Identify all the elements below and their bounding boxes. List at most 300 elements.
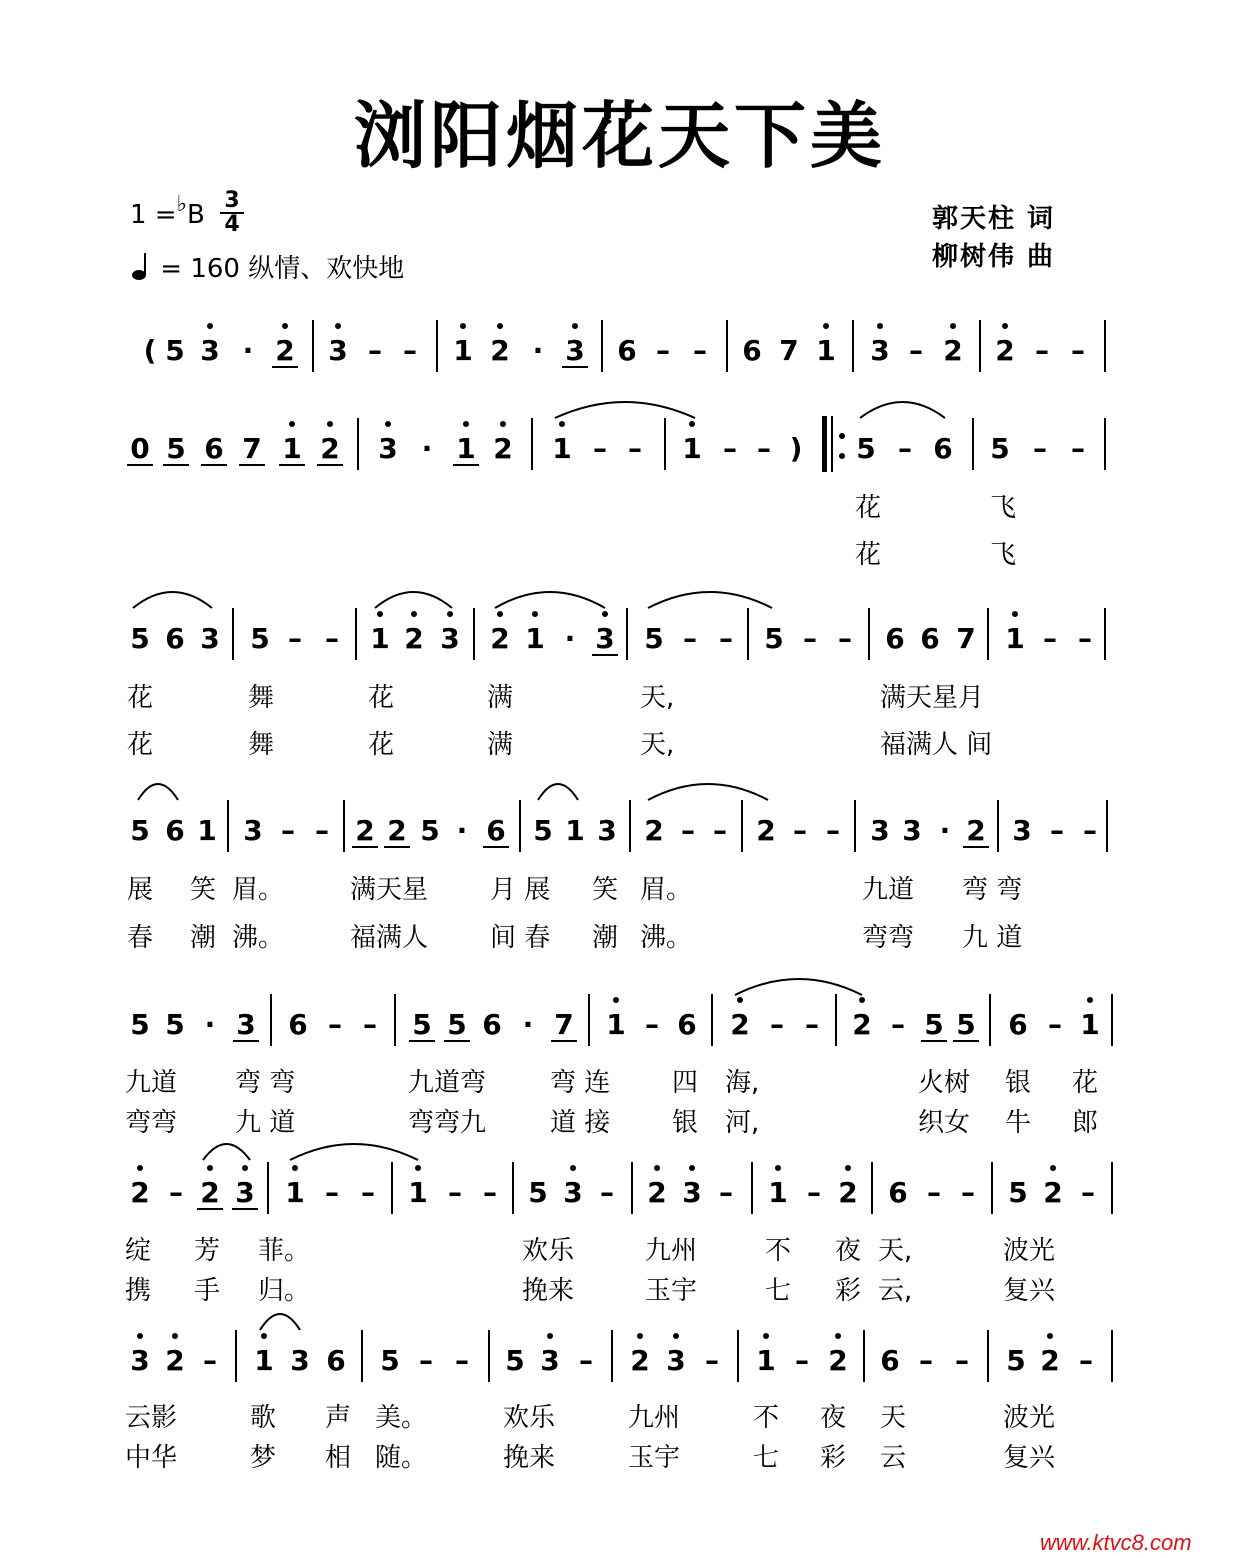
octave-dot [950, 323, 956, 329]
octave-dot [559, 421, 565, 427]
lyric-word: 波光 [1003, 1403, 1056, 1433]
lyricist: 郭天柱 词 [932, 204, 1056, 234]
lyric-word: 花 [127, 683, 154, 713]
lyric-word: 眉。 [232, 875, 285, 905]
lyric-word: 花 [855, 540, 882, 570]
note: 6 [486, 814, 506, 847]
dash: – [315, 814, 329, 847]
lyric-word: 花 [855, 493, 882, 523]
dash: – [793, 814, 807, 847]
lyric-word: 海, [725, 1068, 760, 1098]
dash: – [483, 1176, 497, 1209]
note: 2 [1043, 1176, 1063, 1209]
note: 6 [880, 1344, 900, 1377]
note: · [522, 1008, 534, 1041]
lyric-word: 福满人 [350, 923, 429, 953]
note: 2 [490, 622, 510, 655]
note: 5 [130, 1008, 150, 1041]
dash: – [838, 622, 852, 655]
note: 3 [236, 1008, 256, 1041]
note: 2 [130, 1176, 150, 1209]
dash: – [891, 1008, 905, 1041]
lyric-word: 随。 [375, 1443, 428, 1473]
octave-dot [1012, 611, 1018, 617]
slur [860, 402, 945, 418]
time-bottom: 4 [220, 212, 244, 236]
lyric-word: 九 道 [962, 923, 1023, 953]
dash: – [656, 334, 670, 367]
note: 6 [888, 1176, 908, 1209]
note: 1 [816, 334, 836, 367]
lyric-word: 欢乐 [522, 1236, 575, 1266]
octave-dot [737, 997, 743, 1003]
lyric-word: 彩 [835, 1276, 862, 1306]
lyric-word: 绽 [125, 1236, 152, 1266]
lyric-word: 眉。 [640, 875, 693, 905]
lyric-word: 归。 [258, 1276, 311, 1306]
note: 3 [870, 814, 890, 847]
lyric-word: 满 [487, 730, 514, 760]
note: · [421, 432, 433, 465]
lyric-word: 花 [368, 683, 395, 713]
lyric-word: 复兴 [1003, 1276, 1056, 1306]
lyric-word: 夜 [820, 1403, 847, 1433]
octave-dot [335, 323, 341, 329]
lyric-word: 欢乐 [503, 1403, 556, 1433]
octave-dot [411, 611, 417, 617]
note: 5 [644, 622, 664, 655]
tempo-text: = 160 纵情、欢快地 [160, 254, 405, 284]
dash: – [169, 1176, 183, 1209]
note: ( [143, 334, 157, 367]
note: 2 [838, 1176, 858, 1209]
dash: – [600, 1176, 614, 1209]
octave-dot [137, 1333, 143, 1339]
lyric-word: 牛 [1005, 1108, 1032, 1138]
note: 1 [756, 1344, 776, 1377]
note: · [456, 814, 468, 847]
note: 5 [528, 1176, 548, 1209]
lyric-word: 携 [125, 1276, 152, 1306]
dash: – [1083, 814, 1097, 847]
lyric-word: 玉宇 [645, 1276, 698, 1306]
dash: – [681, 814, 695, 847]
note: 5 [856, 432, 876, 465]
dash: – [795, 1344, 809, 1377]
lyric-word: 相 [325, 1443, 352, 1473]
dash: – [328, 1008, 342, 1041]
note: 7 [956, 622, 976, 655]
lyric-word: 舞 [248, 683, 275, 713]
note: 1 [197, 814, 217, 847]
lyric-word: 天 [880, 1403, 907, 1433]
lyric-word: 不 [765, 1236, 792, 1266]
note: 1 [606, 1008, 626, 1041]
note: 3 [328, 334, 348, 367]
note: 7 [242, 432, 262, 465]
note: 5 [533, 814, 553, 847]
note: 5 [130, 814, 150, 847]
dash: – [807, 1176, 821, 1209]
dash: – [1033, 432, 1047, 465]
dash: – [645, 1008, 659, 1041]
lyric-word: 满天星月 [880, 683, 985, 713]
note: 5 [447, 1008, 467, 1041]
note: 0 [130, 432, 150, 465]
lyric-word: 河, [725, 1108, 760, 1138]
lyric-word: 弯弯 [862, 923, 915, 953]
lyric-word: 弯弯 [125, 1108, 178, 1138]
octave-dot [877, 323, 883, 329]
note: 3 [200, 622, 220, 655]
lyric-word: 天, [878, 1236, 913, 1266]
octave-dot [289, 421, 295, 427]
note: 5 [764, 622, 784, 655]
dash: – [579, 1344, 593, 1377]
note: 5 [165, 1008, 185, 1041]
song-title: 浏阳烟花天下美 [353, 93, 886, 178]
note: 1 [453, 334, 473, 367]
dash: – [1079, 1344, 1093, 1377]
lyric-word: 九州 [645, 1236, 698, 1266]
lyric-word: 郎 [1072, 1108, 1099, 1138]
slur [133, 592, 212, 608]
octave-dot [637, 1333, 643, 1339]
note: 2 [995, 334, 1015, 367]
note: 3 [378, 432, 398, 465]
note: 5 [505, 1344, 525, 1377]
note: 1 [682, 432, 702, 465]
octave-dot [547, 1333, 553, 1339]
note: · [564, 622, 576, 655]
note: 3 [666, 1344, 686, 1377]
lyric-word: 春 [127, 923, 154, 953]
dash: – [455, 1344, 469, 1377]
lyric-word: 舞 [248, 730, 275, 760]
octave-dot [172, 1333, 178, 1339]
lyric-word: 七 [753, 1443, 780, 1473]
lyric-word: 九州 [628, 1403, 681, 1433]
octave-dot [1050, 1165, 1056, 1171]
octave-dot [835, 1333, 841, 1339]
lyric-word: 潮 [190, 923, 217, 953]
note: 1 [370, 622, 390, 655]
note: 3 [130, 1344, 150, 1377]
dash: – [723, 432, 737, 465]
octave-dot [570, 1165, 576, 1171]
repeat-dot [839, 453, 845, 459]
lyric-word: 波光 [1003, 1236, 1056, 1266]
repeat-barline-thick [822, 416, 827, 472]
note: 6 [933, 432, 953, 465]
dash: – [281, 814, 295, 847]
note: 3 [870, 334, 890, 367]
note: · [532, 334, 544, 367]
dash: – [713, 814, 727, 847]
lyric-word: 美。 [375, 1403, 428, 1433]
note: 2 [966, 814, 986, 847]
note: 6 [742, 334, 762, 367]
dash: – [1071, 432, 1085, 465]
dash: – [919, 1344, 933, 1377]
note: 2 [943, 334, 963, 367]
note: 3 [540, 1344, 560, 1377]
note: 1 [768, 1176, 788, 1209]
note: 5 [250, 622, 270, 655]
dash: – [628, 432, 642, 465]
note: 3 [595, 622, 615, 655]
lyric-word: 四 [672, 1068, 699, 1098]
lyric-word: 满天星 [350, 875, 429, 905]
note: 6 [885, 622, 905, 655]
note: 5 [130, 622, 150, 655]
note: 2 [200, 1176, 220, 1209]
octave-dot [207, 1165, 213, 1171]
dash: – [927, 1176, 941, 1209]
lyric-word: 花 [1072, 1068, 1099, 1098]
note: 5 [412, 1008, 432, 1041]
dash: – [1078, 622, 1092, 655]
dash: – [363, 1008, 377, 1041]
composer: 柳树伟 曲 [932, 242, 1056, 272]
lyric-word: 飞 [990, 540, 1017, 570]
slur [555, 402, 695, 418]
octave-dot [845, 1165, 851, 1171]
note: · [204, 1008, 216, 1041]
lyric-word: 间 春 [490, 923, 551, 953]
dash: – [961, 1176, 975, 1209]
note: 5 [1008, 1176, 1028, 1209]
dash: – [1071, 334, 1085, 367]
dash: – [448, 1176, 462, 1209]
octave-dot [1087, 997, 1093, 1003]
note: 3 [563, 1176, 583, 1209]
note: 1 [1005, 622, 1025, 655]
note: 3 [1012, 814, 1032, 847]
note: 1 [282, 432, 302, 465]
slur [260, 1314, 300, 1330]
note: 2 [355, 814, 375, 847]
lyric-word: 弯 弯 [962, 875, 1023, 905]
flat-sign: ♭ [176, 192, 187, 217]
lyric-word: 菲。 [258, 1236, 311, 1266]
note: 5 [420, 814, 440, 847]
note: 3 [290, 1344, 310, 1377]
slur [495, 592, 605, 608]
lyric-word: 挽来 [503, 1443, 556, 1473]
lyric-word: 弯 连 [550, 1068, 611, 1098]
octave-dot [460, 323, 466, 329]
dash: – [955, 1344, 969, 1377]
lyric-word: 手 [194, 1276, 221, 1306]
dash: – [705, 1344, 719, 1377]
dash: – [683, 622, 697, 655]
slur [538, 784, 578, 800]
note: 2 [275, 334, 295, 367]
lyric-word: 不 [753, 1403, 780, 1433]
dash: – [826, 814, 840, 847]
octave-dot [447, 611, 453, 617]
lyric-word: 九 道 [235, 1108, 296, 1138]
dash: – [1081, 1176, 1095, 1209]
dash: – [719, 1176, 733, 1209]
note: 2 [493, 432, 513, 465]
lyric-word: 展 [127, 875, 154, 905]
octave-dot [1002, 323, 1008, 329]
note: 2 [320, 432, 340, 465]
lyric-word: 飞 [990, 493, 1017, 523]
slur [648, 592, 772, 608]
lyric-word: 七 [765, 1276, 792, 1306]
octave-dot [1047, 1333, 1053, 1339]
octave-dot [673, 1333, 679, 1339]
octave-dot [602, 611, 608, 617]
note: 1 [456, 432, 476, 465]
lyric-word: 沸。 [640, 923, 693, 953]
lyric-word: 天, [640, 683, 675, 713]
repeat-dot [839, 433, 845, 439]
octave-dot [463, 421, 469, 427]
note: 1 [408, 1176, 428, 1209]
note: ) [789, 432, 803, 465]
dash: – [719, 622, 733, 655]
dash: – [361, 1176, 375, 1209]
note: 2 [630, 1344, 650, 1377]
watermark: www.ktvc8.com [1040, 1530, 1192, 1555]
lyric-word: 九道 [125, 1068, 178, 1098]
note: 3 [440, 622, 460, 655]
note: 5 [165, 334, 185, 367]
lyric-word: 芳 [194, 1236, 221, 1266]
octave-dot [497, 323, 503, 329]
octave-dot [823, 323, 829, 329]
lyric-word: 弯 弯 [235, 1068, 296, 1098]
note: 7 [554, 1008, 574, 1041]
octave-dot [292, 1165, 298, 1171]
lyric-word: 道 接 [550, 1108, 611, 1138]
note: 3 [243, 814, 263, 847]
lyric-word: 云 [880, 1443, 907, 1473]
octave-dot [377, 611, 383, 617]
octave-dot [859, 997, 865, 1003]
lyric-word: 云, [878, 1276, 913, 1306]
note: 6 [617, 334, 637, 367]
dash: – [803, 622, 817, 655]
lyric-word: 弯弯九 [408, 1108, 487, 1138]
note: 3 [235, 1176, 255, 1209]
lyric-word: 夜 [835, 1236, 862, 1266]
note: · [242, 334, 254, 367]
note: 5 [990, 432, 1010, 465]
key-note: B [186, 200, 205, 230]
note: 2 [1040, 1344, 1060, 1377]
note: 3 [565, 334, 585, 367]
key-prefix: 1 = [130, 200, 177, 230]
note: 5 [1006, 1344, 1026, 1377]
note: 6 [1008, 1008, 1028, 1041]
dash: – [1043, 622, 1057, 655]
dash: – [1048, 1008, 1062, 1041]
lyric-word: 银 [672, 1108, 699, 1138]
dash: – [368, 334, 382, 367]
lyric-word: 笑 [190, 875, 217, 905]
note: 1 [1080, 1008, 1100, 1041]
octave-dot [415, 1165, 421, 1171]
lyric-word: 天, [640, 730, 675, 760]
note: 3 [902, 814, 922, 847]
note: 6 [165, 814, 185, 847]
dash: – [805, 1008, 819, 1041]
note: 6 [677, 1008, 697, 1041]
lyric-word: 花 [368, 730, 395, 760]
note: 2 [165, 1344, 185, 1377]
note: 5 [166, 432, 186, 465]
lyric-word: 火树 [918, 1068, 971, 1098]
lyric-word: 沸。 [232, 923, 285, 953]
dash: – [325, 622, 339, 655]
lyric-word: 织女 [918, 1108, 971, 1138]
dash: – [419, 1344, 433, 1377]
lyric-word: 花 [127, 730, 154, 760]
lyric-word: 玉宇 [628, 1443, 681, 1473]
dash: – [757, 432, 771, 465]
note: 2 [387, 814, 407, 847]
lyric-word: 挽来 [522, 1276, 575, 1306]
dash: – [693, 334, 707, 367]
note: 6 [204, 432, 224, 465]
note: 3 [597, 814, 617, 847]
slur [203, 1144, 250, 1160]
slur [375, 592, 452, 608]
note: 2 [756, 814, 776, 847]
lyric-word: 声 [325, 1403, 352, 1433]
note: 6 [920, 622, 940, 655]
octave-dot [572, 323, 578, 329]
note: 5 [380, 1344, 400, 1377]
time-top: 3 [224, 188, 240, 213]
note: 6 [482, 1008, 502, 1041]
note: 1 [565, 814, 585, 847]
octave-dot [242, 1165, 248, 1171]
slur [735, 979, 862, 995]
lyric-word: 银 [1005, 1068, 1032, 1098]
lyric-word: 潮 [592, 923, 619, 953]
slur [290, 1144, 418, 1160]
dash: – [1035, 334, 1049, 367]
lyric-word: 福满人 间 [880, 730, 993, 760]
note: 2 [730, 1008, 750, 1041]
note: 2 [852, 1008, 872, 1041]
note: 6 [326, 1344, 346, 1377]
dash: – [288, 622, 302, 655]
note: 1 [285, 1176, 305, 1209]
dash: – [898, 432, 912, 465]
lyric-word: 复兴 [1003, 1443, 1056, 1473]
octave-dot [282, 323, 288, 329]
slur [648, 784, 768, 800]
octave-dot [497, 611, 503, 617]
octave-dot [689, 421, 695, 427]
note: 6 [288, 1008, 308, 1041]
octave-dot [613, 997, 619, 1003]
lyric-word: 云影 [125, 1403, 178, 1433]
dash: – [203, 1344, 217, 1377]
octave-dot [775, 1165, 781, 1171]
note: · [939, 814, 951, 847]
lyric-word: 彩 [820, 1443, 847, 1473]
octave-dot [654, 1165, 660, 1171]
dash: – [1050, 814, 1064, 847]
